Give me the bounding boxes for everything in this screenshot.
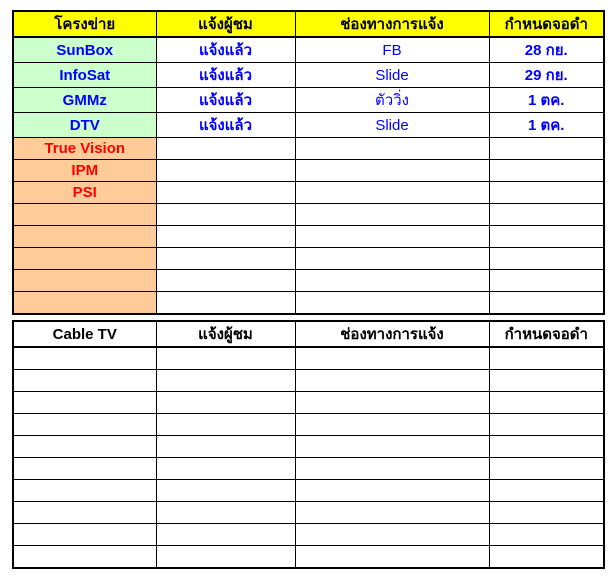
header-notify-channel: ช่องทางการแจ้ง <box>295 321 489 347</box>
blackout-date-cell <box>489 458 604 480</box>
notify-channel-cell <box>295 392 489 414</box>
network-cell <box>13 347 156 370</box>
notify-status-cell <box>156 524 295 546</box>
table-row <box>13 270 604 292</box>
notify-channel-cell: ตัววิ่ง <box>295 88 489 113</box>
notify-status-cell <box>156 546 295 569</box>
network-cell <box>13 546 156 569</box>
table-row <box>13 160 604 182</box>
blackout-date-cell: 1 ตค. <box>489 113 604 138</box>
notify-status-cell <box>156 248 295 270</box>
blackout-date-cell <box>489 502 604 524</box>
notify-channel-cell <box>295 204 489 226</box>
notify-channel-cell <box>295 347 489 370</box>
table-row <box>13 113 604 138</box>
network-cell <box>13 524 156 546</box>
header-network: โครงข่าย <box>13 11 156 37</box>
table-row <box>13 546 604 569</box>
satellite-network-table <box>12 10 605 315</box>
header-blackout-date: กำหนดจอดำ <box>489 321 604 347</box>
notify-channel-cell <box>295 436 489 458</box>
blackout-date-cell <box>489 347 604 370</box>
notify-channel-cell <box>295 480 489 502</box>
blackout-date-cell <box>489 546 604 569</box>
notify-status-cell: แจ้งแล้ว <box>156 88 295 113</box>
notify-channel-cell <box>295 248 489 270</box>
table-row <box>13 480 604 502</box>
blackout-date-cell <box>489 292 604 315</box>
table-row <box>13 226 604 248</box>
table-row <box>13 63 604 88</box>
table-row <box>13 524 604 546</box>
blackout-date-cell <box>489 204 604 226</box>
notify-channel-cell <box>295 270 489 292</box>
header-notify-viewers: แจ้งผู้ชม <box>156 11 295 37</box>
notify-status-cell <box>156 347 295 370</box>
notify-channel-cell <box>295 138 489 160</box>
network-cell: True Vision <box>13 138 156 160</box>
header-row <box>13 321 604 347</box>
network-cell <box>13 436 156 458</box>
table-row <box>13 458 604 480</box>
notify-channel-cell <box>295 370 489 392</box>
table-row <box>13 436 604 458</box>
notify-status-cell <box>156 370 295 392</box>
table-row <box>13 37 604 63</box>
notify-status-cell <box>156 182 295 204</box>
notify-channel-cell <box>295 524 489 546</box>
table-row <box>13 370 604 392</box>
blackout-date-cell <box>489 226 604 248</box>
table-row <box>13 138 604 160</box>
network-cell: SunBox <box>13 37 156 63</box>
network-cell <box>13 414 156 436</box>
table-row <box>13 502 604 524</box>
header-row <box>13 11 604 37</box>
blackout-date-cell <box>489 524 604 546</box>
notify-channel-cell <box>295 160 489 182</box>
notify-channel-cell <box>295 502 489 524</box>
table-row <box>13 204 604 226</box>
notify-status-cell <box>156 458 295 480</box>
notify-channel-cell: Slide <box>295 63 489 88</box>
notify-status-cell <box>156 204 295 226</box>
blackout-date-cell <box>489 138 604 160</box>
network-cell <box>13 204 156 226</box>
notify-status-cell <box>156 436 295 458</box>
table-row <box>13 292 604 315</box>
network-cell: IPM <box>13 160 156 182</box>
network-cell <box>13 226 156 248</box>
network-cell <box>13 502 156 524</box>
table-row <box>13 88 604 113</box>
table-row <box>13 392 604 414</box>
blackout-date-cell <box>489 436 604 458</box>
blackout-date-cell: 29 กย. <box>489 63 604 88</box>
notify-channel-cell <box>295 414 489 436</box>
notify-status-cell: แจ้งแล้ว <box>156 113 295 138</box>
network-cell: PSI <box>13 182 156 204</box>
blackout-date-cell <box>489 480 604 502</box>
table-row <box>13 182 604 204</box>
blackout-date-cell <box>489 248 604 270</box>
table-row <box>13 248 604 270</box>
notify-status-cell <box>156 480 295 502</box>
blackout-date-cell: 1 ตค. <box>489 88 604 113</box>
notify-channel-cell <box>295 226 489 248</box>
notify-status-cell <box>156 502 295 524</box>
table-row <box>13 347 604 370</box>
blackout-date-cell <box>489 270 604 292</box>
notify-channel-cell: Slide <box>295 113 489 138</box>
network-cell <box>13 458 156 480</box>
cable-tv-table <box>12 320 605 569</box>
notify-channel-cell: FB <box>295 37 489 63</box>
notify-status-cell: แจ้งแล้ว <box>156 37 295 63</box>
notify-channel-cell <box>295 458 489 480</box>
header-notify-viewers: แจ้งผู้ชม <box>156 321 295 347</box>
notify-status-cell <box>156 270 295 292</box>
network-cell <box>13 248 156 270</box>
network-cell: DTV <box>13 113 156 138</box>
notify-status-cell <box>156 292 295 315</box>
notify-status-cell <box>156 160 295 182</box>
blackout-date-cell <box>489 370 604 392</box>
network-cell <box>13 270 156 292</box>
blackout-date-cell: 28 กย. <box>489 37 604 63</box>
header-cable-tv: Cable TV <box>13 321 156 347</box>
notify-status-cell <box>156 226 295 248</box>
blackout-date-cell <box>489 160 604 182</box>
header-blackout-date: กำหนดจอดำ <box>489 11 604 37</box>
notify-channel-cell <box>295 292 489 315</box>
blackout-date-cell <box>489 392 604 414</box>
header-notify-channel: ช่องทางการแจ้ง <box>295 11 489 37</box>
notify-status-cell <box>156 414 295 436</box>
network-cell: InfoSat <box>13 63 156 88</box>
network-cell: GMMz <box>13 88 156 113</box>
network-cell <box>13 480 156 502</box>
blackout-date-cell <box>489 182 604 204</box>
notify-status-cell <box>156 138 295 160</box>
notify-channel-cell <box>295 182 489 204</box>
network-cell <box>13 392 156 414</box>
network-cell <box>13 370 156 392</box>
notify-channel-cell <box>295 546 489 569</box>
network-cell <box>13 292 156 315</box>
table-row <box>13 414 604 436</box>
blackout-date-cell <box>489 414 604 436</box>
notify-status-cell: แจ้งแล้ว <box>156 63 295 88</box>
notify-status-cell <box>156 392 295 414</box>
